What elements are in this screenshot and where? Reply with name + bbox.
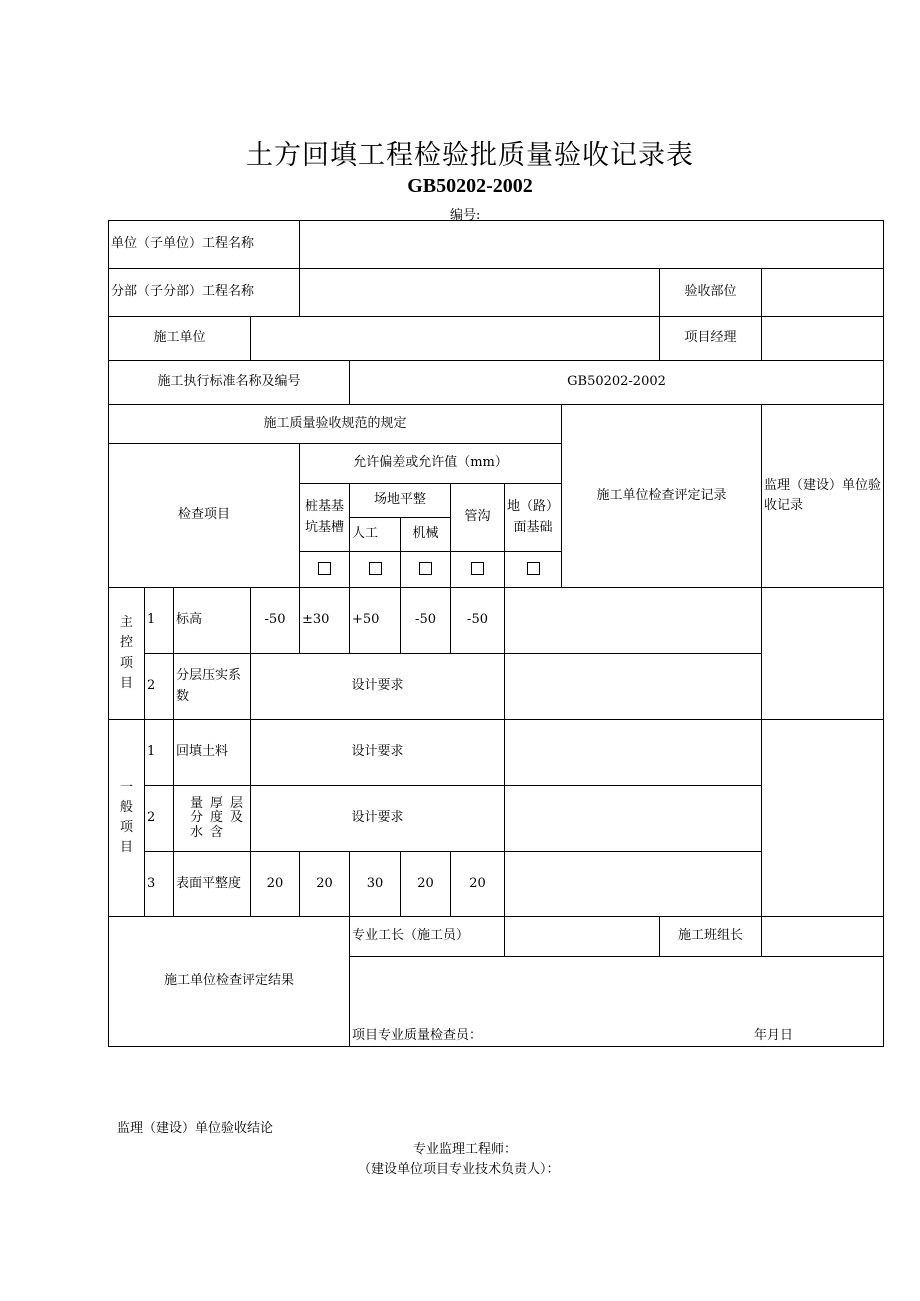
general-item-requirement: 设计要求 bbox=[251, 720, 505, 786]
construction-unit-label: 施工单位 bbox=[109, 317, 251, 361]
main-item-value: +50 bbox=[350, 588, 401, 654]
checkbox-icon bbox=[419, 562, 432, 575]
inspection-form-table bbox=[108, 220, 884, 1047]
main-item-value: -50 bbox=[401, 588, 451, 654]
checkbox-pile[interactable] bbox=[300, 552, 350, 588]
acceptance-part-value[interactable] bbox=[762, 269, 884, 317]
team-leader-value[interactable] bbox=[762, 917, 884, 957]
general-item-name-part: 层及 bbox=[230, 796, 244, 826]
main-item-no: 1 bbox=[145, 588, 174, 654]
contractor-record-cell[interactable] bbox=[505, 588, 762, 654]
general-item-name: 表面平整度 bbox=[174, 852, 251, 917]
check-item-header: 检查项目 bbox=[109, 444, 300, 588]
main-item-name: 标高 bbox=[174, 588, 251, 654]
general-item-name: 回填土料 bbox=[174, 720, 251, 786]
col-site-header: 场地平整 bbox=[350, 484, 451, 518]
supervision-conclusion-label: 监理（建设）单位验收结论 bbox=[117, 1121, 274, 1136]
contractor-record-cell[interactable] bbox=[505, 852, 762, 917]
project-manager-label: 项目经理 bbox=[660, 317, 762, 361]
page-title: 土方回填工程检验批质量验收记录表 bbox=[246, 140, 694, 171]
foreman-value[interactable] bbox=[505, 917, 660, 957]
contractor-record-cell[interactable] bbox=[505, 786, 762, 852]
general-item-value: 20 bbox=[401, 852, 451, 917]
main-item-value: -50 bbox=[251, 588, 300, 654]
general-item-no: 3 bbox=[145, 852, 174, 917]
main-item-name: 分层压实系数 bbox=[174, 654, 251, 720]
general-item-value: 20 bbox=[300, 852, 350, 917]
sub-project-value[interactable] bbox=[300, 269, 660, 317]
checkbox-machine[interactable] bbox=[401, 552, 451, 588]
checkbox-icon bbox=[471, 562, 484, 575]
foreman-label: 专业工长（施工员） bbox=[350, 917, 505, 957]
general-item-requirement: 设计要求 bbox=[251, 786, 505, 852]
checkbox-icon bbox=[369, 562, 382, 575]
tolerance-heading: 允许偏差或允许值（mm） bbox=[300, 444, 562, 484]
unit-project-label: 单位（子单位）工程名称 bbox=[109, 221, 300, 269]
general-item-value: 20 bbox=[251, 852, 300, 917]
main-item-requirement: 设计要求 bbox=[251, 654, 505, 720]
col-road-header: 地（路）面基础 bbox=[505, 484, 562, 552]
main-item-value: ±30 bbox=[300, 588, 350, 654]
main-item-value: -50 bbox=[451, 588, 505, 654]
contractor-record-cell[interactable] bbox=[505, 654, 762, 720]
inspector-label: 项目专业质量检查员： bbox=[352, 1027, 483, 1043]
general-item-no: 2 bbox=[145, 786, 174, 852]
checkbox-manual[interactable] bbox=[350, 552, 401, 588]
standard-code-title: GB50202-2002 bbox=[407, 175, 533, 197]
contractor-record-header: 施工单位检查评定记录 bbox=[562, 405, 762, 588]
date-label: 年月日 bbox=[754, 1027, 794, 1043]
acceptance-part-label: 验收部位 bbox=[660, 269, 762, 317]
col-pipe-header: 管沟 bbox=[451, 484, 505, 552]
inspector-sign-cell[interactable] bbox=[350, 957, 884, 1047]
supervisor-record-cell[interactable] bbox=[762, 720, 884, 917]
col-pile-header: 桩基基坑基槽 bbox=[300, 484, 350, 552]
general-item-value: 20 bbox=[451, 852, 505, 917]
checkbox-road[interactable] bbox=[505, 552, 562, 588]
general-item-name-vertical bbox=[174, 786, 251, 852]
unit-project-value[interactable] bbox=[300, 221, 884, 269]
contractor-result-label: 施工单位检查评定结果 bbox=[109, 917, 350, 1047]
main-items-group-label: 主控项目 bbox=[109, 588, 145, 720]
checkbox-icon bbox=[527, 562, 540, 575]
checkbox-pipe[interactable] bbox=[451, 552, 505, 588]
general-item-name-part: 厚度含 bbox=[210, 796, 224, 840]
supervising-engineer-label: 专业监理工程师： bbox=[413, 1142, 518, 1157]
general-items-group-label: 一般项目 bbox=[109, 720, 145, 917]
checkbox-icon bbox=[318, 562, 331, 575]
supervisor-record-cell[interactable] bbox=[762, 588, 884, 720]
main-item-no: 2 bbox=[145, 654, 174, 720]
general-item-value: 30 bbox=[350, 852, 401, 917]
general-item-no: 1 bbox=[145, 720, 174, 786]
spec-heading: 施工质量验收规范的规定 bbox=[109, 405, 562, 444]
standard-name-label: 施工执行标准名称及编号 bbox=[109, 361, 350, 405]
sub-project-label: 分部（子分部）工程名称 bbox=[109, 269, 300, 317]
general-item-name-part: 量分水 bbox=[190, 796, 204, 840]
standard-name-value: GB50202-2002 bbox=[350, 361, 884, 405]
record-number-label: 编号: bbox=[450, 208, 481, 223]
supervisor-record-header: 监理（建设）单位验收记录 bbox=[762, 405, 884, 588]
project-manager-value[interactable] bbox=[762, 317, 884, 361]
col-manual-header: 人工 bbox=[350, 518, 401, 552]
contractor-record-cell[interactable] bbox=[505, 720, 762, 786]
construction-unit-value[interactable] bbox=[251, 317, 660, 361]
owner-representative-label: （建设单位项目专业技术负责人）： bbox=[358, 1162, 560, 1177]
team-leader-label: 施工班组长 bbox=[660, 917, 762, 957]
col-machine-header: 机械 bbox=[401, 518, 451, 552]
